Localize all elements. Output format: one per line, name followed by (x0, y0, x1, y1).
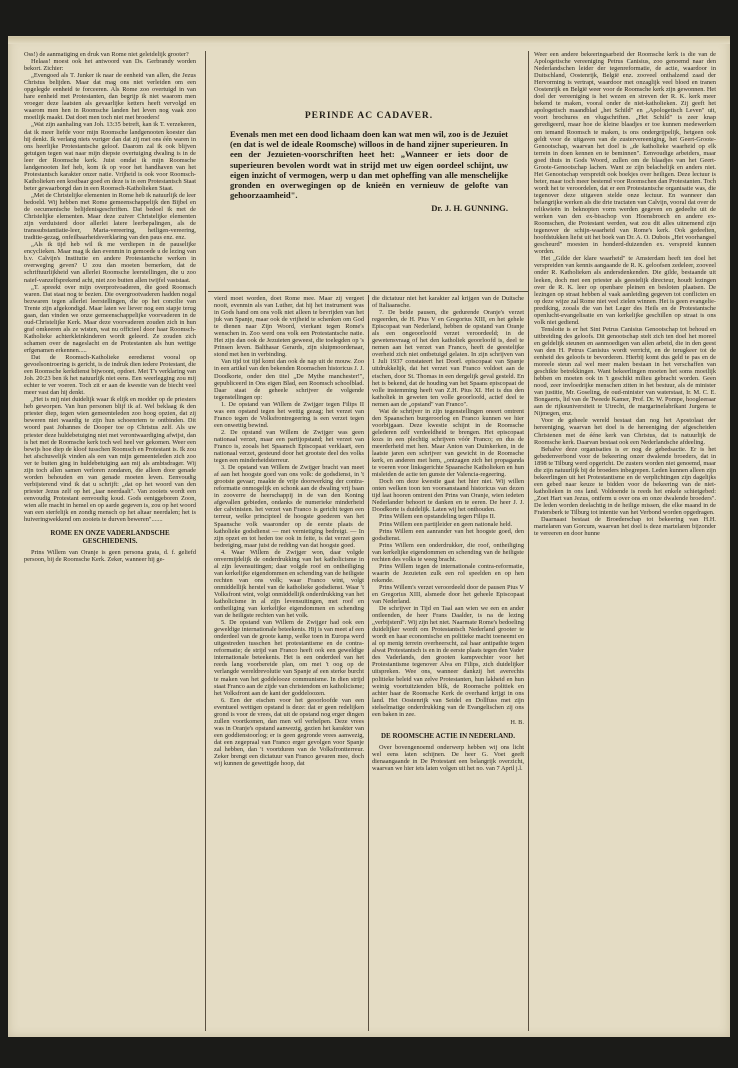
paragraph: Prins Willem een onderdrukker, die roof, ontheiliging van kerkelijke eigendommen en schending van de heiligste rechten des volks te weeg bracht. (372, 541, 524, 563)
column-rule (205, 51, 206, 1031)
section-heading-rome: ROME EN ONZE VADERLANDSCHE GESCHIEDENIS. (50, 529, 170, 546)
quote-signature: Dr. J. H. GUNNING. (431, 203, 508, 214)
paragraph: Dat de Roomsch-Katholieke eeredienst vooral op gevoelsontroering is gericht, is de indruk dien iedere Protestant, die een Roomsche kerkdienst bijwoont, opdoet. Met T's verklaring van Joh. 20:23 ben ik het natuurlijk niet eens. Een weerlegging zou mij echter te ver voeren. Toch zit er aan de kwestie van de biecht veel meer vast dan hij denkt. (24, 354, 196, 397)
column-rule (528, 51, 529, 1031)
paragraph: „Wat zijn aanhaling van Joh. 13:35 betreft, kan ik T. verzekeren, dat ik meer liefde voor mijn Roomsche landgenooten koester dan hij denkt. Ik verlang niets vuriger dan dat zij met ons één waren in ons heerlijke Protestantsche geloof. Daarom zal ik ook blijven getuigen tegen wat naar mijn diepste overtuiging dwaling is in de leer der Roomsche kerk. Juist omdat ik mijn Roomsche landgenooten lief heb, kom ik op voor het handhaven van het Protestantsch karakter onzer natie. Vrijheid is ook voor Roomsch-Katholieken een kostbaar goed en deze is in een Protestantsch Staat beter gewaarborgd dan in een Roomsch-Katholieken Staat. (24, 121, 196, 192)
article-signature: H. B. (510, 718, 524, 726)
column-2 (214, 295, 364, 1031)
paragraph: Prins Willem een opstandeling tegen Filips II. (379, 513, 496, 521)
paragraph: Het „Gilde der klare waarheid" te Amsterdam heeft ten doel het verspreiden van kennis aangaande de R. K. geloofsen zedeleer, zooveel onder R. Katholieken als andersdenkenden. Die gilde, bestaande uit leeken, doch met een priester als geestelijk directeur, houdt lezingen over de R. K. leer op openbare pleinen en besloten plaatsen. De lezingen op straat hebben al vaak aanleiding gegeven tot conflicten en op deze wijze zal Rome niet veel zielen winnen. Het is geen evangelie-prediking, zooals die van het Leger des Heils en de Protestantsche openlucht-evangelisatie en van kerkelijke geschillen op straat is ons volk niet gediend. (534, 255, 716, 326)
paragraph: 6. Een der eischen voor het geoorloofde van een eventueel wettigen opstand is deze: dat er geen redelijken grond is voor de vrees, dat uit de opstand nog erger dingen zullen voortkomen, dan men wil verhelpen. Deze vrees was in Oranje's opstand aanwezig, gezien het karakter van een goddienstoorlog; er is geen gegronde vrees aanwezig, dat een zegepraal van Franco erger gevolgen voor Spanje zal hebben, dan 't voortduren van de Volksfrontterreur. Zeker brengt een dictatuur van Franco gevaren mee, doch wij kunnen de gewettigde hoop, dat (214, 696, 364, 768)
column-1-body (24, 51, 196, 523)
section-heading-actie: DE ROOMSCHE ACTIE IN NEDERLAND. (381, 731, 515, 740)
column-1 (24, 51, 196, 1031)
paragraph: Prins Willem tegen de internationale contra-reformatie, waarin de Jezuieten zulk een rol speelden en op hen rekende. (372, 562, 524, 584)
newspaper-page (8, 36, 730, 1037)
paragraph: Voor de geheele wereld bestaat dan nog het Apostolaat der hereeniging, waarvan het doel is de hereeniging der afgescheiden Christenen met de ééne kerk van Christus, dat is natuurlijk de Roomsche kerk. Daarvan bestaat ook een Nederlandsche afdeeling. (534, 417, 716, 446)
paragraph: „Met de Christelijke elementen in Rome heb ik natuurlijk de leer bedoeld. Wij hebben met Rome gemeenschappelijk den Bijbel en de oecumenische belijdenisgeschriften. Dat bedoel ik met de Christelijke elementen. Maar deze zuiver Christelijke elementen zijn verduisterd door allerlei latere leerbepalingen, als de transsubstantiatie-leer, Maria-vereering, heiligen-vereering, traditie-gezag, onfeilbaarheidsverklaring van den paus enz. enz. (24, 191, 196, 242)
paragraph: De schrijver in Tijd en Taal aan wien we een en ander ontleenden, de heer Frans Daalder, is na de lezing „verbijsterd". Wij zijn het niet. Naarmate Rome's bedoeling duidelijker wordt om Protestantsch Nederland grooter te wordt en haar economische en politieke macht toeneemt en al op menig terrein overheerscht, zal haar antipathie tegen alwat Protestantsch is en in de eerste plaats tegen den Vader des Vaderlands, den grooten kampvechter voor het Protestantisme tegenover Alva en Filips, zich duidelijker uitspreken. Wee ons, wanneer dankzij het averechts politieke beleid van zelve Protestanten, hun lakheid en hun weinig voortuitzienden blik, de Roomsche politiek en achter haar de Roomsche Kerk de overhand krijgt in ons land. Het Oostenrijk van Seidel en Dollfuss met zijn stelselmatige onderdrukking van de Evangelischen zij ons een baken in zee. (372, 605, 524, 718)
paragraph: 4. Waar Willem de Zwijger won, daar volgde onvermijdelijk de onderdrukking van het katholicisme in al zijn levensuitingen; daar volgde roof en ontheiliging van kerkelijke eigendommen en schending van de heiligste rechten van ons volk; waar Franco wint, volgt onmiddellijk herstel van de katholieke godsdienst. Waar 't Volksfront wint, volgt onmiddellijk onderdrukking van het katholicisme in al zijn levensuitingen, met roof en ontheiliging van kerkelijke eigendommen en schending van de heiligste rechten van het volk. (214, 548, 364, 620)
paragraph: Daarnaast bestaat de Broederschap tot bekeering van H.H. martelaren van Gorcum, waarvan het doel is deze martelaren bijzonder te vereeren en door hunne (534, 516, 716, 538)
paragraph: Prins Willem een aanrander van het hoogste goed, den godsdienst. (372, 527, 524, 542)
paragraph: Prins Willem's verzet veroordeeld door de pausen Pius V en Gregorius XIII, alsmede door het geheele Episcopaat van Nederland. (372, 583, 524, 606)
paragraph: Doch om deze kwestie gaat het hier niet. Wij willen onten welken toon ten voorsanstaand historicus van dezen tijd laat hooren omtrent den Prins van Oranje, wien iedeten Nederlander behoort te danken en te eeren. De heer J. J. Doodkorte is duidelijk. Laten wij het onthouden. (372, 478, 524, 514)
paragraph: 5. De opstand van Willem de Zwijger had ook een geweldige internationale beteekenis. Hij is van meet af een onderdeel van de groote kamp, welke toen in Europa werd uitgestreden tusschen het protestantisme en de contra-reformatie; de strijd van Franco heeft ook een geweldige internationale beteekenis. Het is een onderdeel van het reeds lang voorbereide plan, om met 't oog op de verlangde wereldrevolutie van Spanje af een sterke burcht te maken van het goddelooze communisme. In dien strijd staat Franco aan de zijde van christendom en katholicisme; het Volksfront aan de kant der goddeloozen. (214, 619, 364, 697)
paragraph: Behalve deze organisaties is er nog de gebedsactie. Er is het gebedenverbond voor de bekeering onzer dwalende broeders, dat in 1898 te Tilburg werd opgericht. De zusters worden niet genoemd, maar die zijn natuurlijk bij de broeders inbegrepen. Leden kunnen alleen zijn bekeerlingen uit het Protestantisme en de verplichtingen zijn dagelijks een gebed naar keuze te bidden voor de bekeering van de niet-katholieken in ons land. Voldoende is reeds het enkele schietgebed: „Zoet Hart van Jezus, ontferm u over ons en onze dwalende broeders". De leden worden deelachtig in de heilige missen, die elke maand in de Fratersberk te Tilburg tot intentie van het Verbond worden opgedragen. (534, 445, 716, 517)
paragraph: Oss!) de aanmatiging en druk van Rome niet geleidelijk grooter? (24, 51, 189, 58)
paragraph: „T. spreekt over mijn overprotvoaderen, die goed Roomsch waren. Dat staat nog te bezien. Die overgrootvaderen hadden nogal bezwaren tegen allerlei leerstellingen, die op het concilie van Trente zijn afgekondigd. Maar laten we liever nog een stapje terug gaan, dan vinden we onze gemeenschappelijke voorvaderen in de oud-Christelijke Kerk. Maar deze voorvaderen zouden zich in hun graf omkeeren als ze wisten, wat nu officieel door haar Roomsch-Katholieke achterkleinkinderen wordt geleerd. Ze zouden zich schamen over de nageslacht en de Protestanten als hun wettige erfgenamen erkennen..... (24, 283, 196, 354)
paragraph: 2. De opstand van Willem de Zwijger was geen nationaal verzet, maar een partijopstand; het verzet van Franco is, zooals het Spaansch Episcopaat verklaart, een nationaal verzet, gesteund door het grootste deel des volks tegen een minderheidsterreur. (214, 428, 364, 465)
paragraph: Prins Willem een partijleider en geen nationale held. (379, 520, 513, 528)
paragraph: 7. De beide pausen, die gedurende Oranje's verzet regeerden, de H. Pius V en Gregorius XIII, en het gehele Episcopaat van Nederland, hebben de opstand van Oranje als een ongeoorloofd verzet veroordeeld; in de gewetensvraag of het den katholiek geoorloofd is, deel te nemen aan het verzet van Franco, heeft de geestelijke overheid zich niet ontbetuigd gelaten. In zijn schrijven van 1 Juli 1937 constateert het Doorl. episcopaat van Spanje uitdrukkelijk, dat het verzet van Franco voldoet aan de eischen, door St. Thomas in een dergelijk geval gesteld. En het is bekend, dat de houding van het Spaans episcopaat de volle instemming heeft van Z.H. Pius XI. Het is dus den katholiek in geweten ten volle geoorloofd, actief deel te nemen aan de „opstand" van Franco". (372, 309, 524, 408)
quote-title: PERINDE AC CADAVER. (304, 111, 434, 121)
paragraph: Weer een andere bekeeringsarbeid der Roomsche kerk is die van de Apologetische vereeniging Petrus Canisius, zoo genoemd naar den Nederlandschen leider der tegenreformatie, de actie, waardoor in Duitschland, Oostenrijk, België enz. zooveel onthalzend zaad der Hervorming is vertrapt, waardoor met onzaglijk veel bloed en tranen Oostenrijk en België weer voor de Roomsche kerk zijn gewonnen. Het doel der vereeniging is het wezen en streven der R. K. kerk meer bekend te maken, vooral onder de niet-katholieken. Zij geeft het apologetisch maandblad „het Schild" en „Apologetisch Leven" uit, voort brochures en vlugschriften. „Het Schild" is zeer knap geredigeerd, maar hoe de kleine blaadjes er toe kunnen medewerken om iemand Roomsch te maken, is ons ondergrijpelijk, hetgeen ook geldt voor de uitgaven van de zustervereeniging, het Geert-Groote-Genootschap, waarvan het doel is „de katholieke waarheid op elk terrein in doen kennen en te beminnen". Eenvoudige arbeiders, maar goed thuis in Gods Woord, zullen om de blaadjes van het Geert-Groote-Genootschap lachen. Want ze zijn belachelijk en anders niet. Het Genootschap verspreidt ook boekjes over heiligen. Deze lectuur is beter, maar toch meer bestemd voor Roomschen dan Protestanten. Toch wordt het te veroordelen, dat er een Protestantsche organisatie was, die tegenover deze uitgaven stelde onze lectuur. En wanneer dan belangrijke werken als die drie tractaten van Calvijn, vooral dat over de relikwieën in beknopten vorm werden gegeven en gedeelte uit de werken van den ex-bisschop von Hoensbroech en andere ex-Roomschen, die Protestant werden, wat zou dit alles uitnemend zijn tegenover de schijn-waarheid van Rome's kerk. Ook gedeelten, hoofdstukken liefst uit het boek van Dr. A. O. Dubois „Het voorhangsel gescheurd" moesten in honderd-duizenden ex. verspreid kunnen worden. (534, 51, 716, 256)
quote-text: Evenals men met een dood lichaam doen kan wat men wil, zoo is de Jezuiet (en dat is wel de ideale Roomsche) willoos in de hand zijner superieuren. In een der Jezuieten-voorschriften heet het: „Wanneer er iets door de superieuren bevolen wordt wat in strijd met uw eigen oordeel schijnt, uw eigen inzicht of vermogen, werp u dan met opheffing van alle menschelijke gronden en overwegingen op de knieën en vernieuw de gelofte van gehoorzaamheid". (230, 129, 508, 201)
paragraph: Over bovengenoemd onderwerp hebben wij ons licht wel eens laten schijnen. De heer G. Voet geeft dienaangaande in De Protestant een belangrijk overzicht, waarvan we hier iets laten volgen uit het no. van 7 April j.l. (372, 743, 524, 772)
paragraph: „Het is mij niet duidelijk waar ik elijk en modder op de priesters heb geworpen. Van hun personen blijf ik af. Wel beklaag ik den priester diep, tegen wien gemeenteleden zoo hoog opzien, dat zij beweren niet waardig te zijn hun schoenriem te ontbinden. Dit woord past Johannes de Dooper toe op Christus zelf. Als uw priester deze huldebetuiging niet met verontwaardiging afwijst, dan is het met de Roomsche kerk toch wel heel ver gekomen. Weer een bewijs hoe diep de kloof tusschen Roomsch en Protestant is. Ik zou het afschuwelijk vinden als een van mijn gemeenteleden zich zoo ver te buiten ging in huldebetuiging aan mij als ambtsdrager. Wij zijn toch allen samen verloren zondaren, die alleen door genade worden behouden en van genade moeten leven. Eenvoudig verbijsterend vind ik dat u schrijft: „dat op het woord van den priester Jezus zelf op het „taar neerdaalt". Van zooiets wordt een eenvoudig Protestant eenvoudig koud. Gods eeniggeboren Zoon, wien alle macht in hemel en op aarde gegeven is, zou op het woord van een sterfelijk en zondig mensch op het altaar neerdalen; het is huiveringwekkend om zooiets te durven beweren"....... (24, 396, 196, 524)
paragraph: Wat de schrijver in zijn tegenstellingen oneert omtrent den Spaanschen burgeroorlog en Franco kunnen we hier voorbijgaan. Deze kwestie schijnt in de Roomsche gelederen zelf verdeeldheid te brengen. Het episcopaat kozs in een plechtig schrijven vóór Franco; en dus de meerderheid met hen. Maar Anton van Duinkerken, in de laatste jaren een schrijver van gewicht in de Roomsche kerk, en anderen met hem, „ontzagen zich het propaganda te voeren voor linksgerichte Spaansche Katholieken en hun misleiden de actie ten gunste der Valencia-regeering. (372, 407, 524, 479)
paragraph: Helaas! moest ook het antwoord van Ds. Gerbrandy worden bekort. Zichier: (24, 58, 196, 73)
box-rule (208, 291, 528, 292)
quote-box (214, 51, 524, 289)
page-fold (8, 37, 730, 44)
paragraph: Tenslotte is er het Sint Petrus Canisius Genootschap tot behoud en uitbreiding des geloofs. Dit genootschap stelt zich ten doel het moreel en geldelijk steunen en aanmoedigen van allen arbeid, die in den geest van den H. Petrus Canisius wordt verricht, en de terugkeer tot de eenheid des geloofs te bevorderen. Hierbij komt dus geld te pas en de moreele steun zal wel meer malen bestaan in het verschaffen van geschikte betrekkingen. Want bekeerlingen moeten het soms moeilijk hebben en moeten ook in 't geschikt milieu gebracht worden. Geen nood, zeer invloedrijke menschen zitten in het bestuur, als de minister van justitie, Mr. Goseling, de oud-minister van waterstaat, Ir. M. C. E. Bongaerts, lid van de Tweede Kamer, Prof. Dr. W. Pompe, hoogleeraar aan de rijksuniversiteit te Utrecht, de margarinefabrikant Jurgens te Nijmegen, enz. (534, 325, 716, 418)
paragraph: „Evengoed als T. Junker ik naar de eenheid van allen, die Jezus Christus belijden. Maar dat mag ons niet verleiden om een opgelegde eenheid te forceeren. Als Rome zoo overtuigd in van hare eenheid met Protestanten, dan begrijp ik niet waarom men vroeger deze laatsten als gevaarlijke ketters heeft vervolgd en waarom men hen in Roomsche landen het leven nog vaak zoo moeilijk maakt. Dat doet men toch niet met broeders! (24, 72, 196, 122)
paragraph: vierd moet worden, doet Rome mee. Maar zij vergeet nooit, evenmin als van Luther, dat hij het instrument was in Gods hand om ons volk niet alleen te bevrijden van het juk van Spanje, maar ook de vrijheid te schenken om God te dienen naar Zijn Woord, vierkant tegen Rome's wenschen in. Zoo werd ons volk een Protestantsche natie. Het zijn dan ook de Jezuieten geweest, die toelegden op 's Prinsen leven. Balthasar Gerards, zijn sluipmoordenaar, stond met hen in verbinding. (214, 295, 364, 359)
paragraph: „Als ik tijd heb wil ik me verdiepen in de pauselijke encyclieken. Maar mag ik dan evenmin in gemoede u de lezing van b.v. Calvijn's Institutie en andere Protestantsche werken in overweging geven? U zou dan moeten bemerken, dat de schriftuurlijkheid van allerlei Roomsche leerstellingen, die u zoo naief-vanzelfsprekend acht, niet zoo buiten allen twijfel vaststaat. (24, 241, 196, 284)
column-3 (372, 295, 524, 1031)
paragraph: 3. De opstand van Willem de Zwijger bracht van meet af aan het hoogste goed van ons volk: de godsdienst, in 't grootste gevaar; maakte de vrije doorwerking der contra-reformatie onmogelijk en schonk aan de dwaling vrij baan in zooverre de heerschappij in de van den Koning afgevallen gebieden, ondanks de numerieke minderheid der calvinisten. het verzet van Franco is gericht tegen een terreur, welke principieel de hoogste goederen van het Spaansche volk waaronder op de eerste plaats de katholieke godsdienst — met vernietiging bedreigt. — In zijn opzet en tot heden toe ook in feite, is dat verzet geen bedreiging, maar juist de redding van dat hoogste goed. (214, 464, 364, 549)
column-4 (534, 51, 716, 1031)
paragraph: Prins Willem van Oranje is geen persona grata, d. f. geliefd persoon, bij de Roomsche Kerk. Zeker, wanneer hij ge- (24, 549, 196, 564)
paragraph: Van tijd tot tijd komt dan ook de nap uit de mouw. Zoo in een artikel van den bekenden Roomschen historicus J. J. Doodkorte, onder den titel „De Mythe manchester!", gepubliceerd in Ons eigen Blad, een Roomsch schoolblad. Daar staat de geheele schrijver de volgende tegenstellingen op: (214, 358, 364, 401)
column-rule (368, 295, 369, 1031)
paragraph: die dictatuur niet het karakter zal krijgen van de Duitsche of Italiaansche. (372, 295, 524, 310)
paragraph: 1. De opstand van Willem de Zwijger tegen Filips II was een opstand tegen het wettig gezag; het verzet van Franco tegen de Volksfrontregeering is een verzet tegen een onwettig bewind. (214, 400, 364, 429)
